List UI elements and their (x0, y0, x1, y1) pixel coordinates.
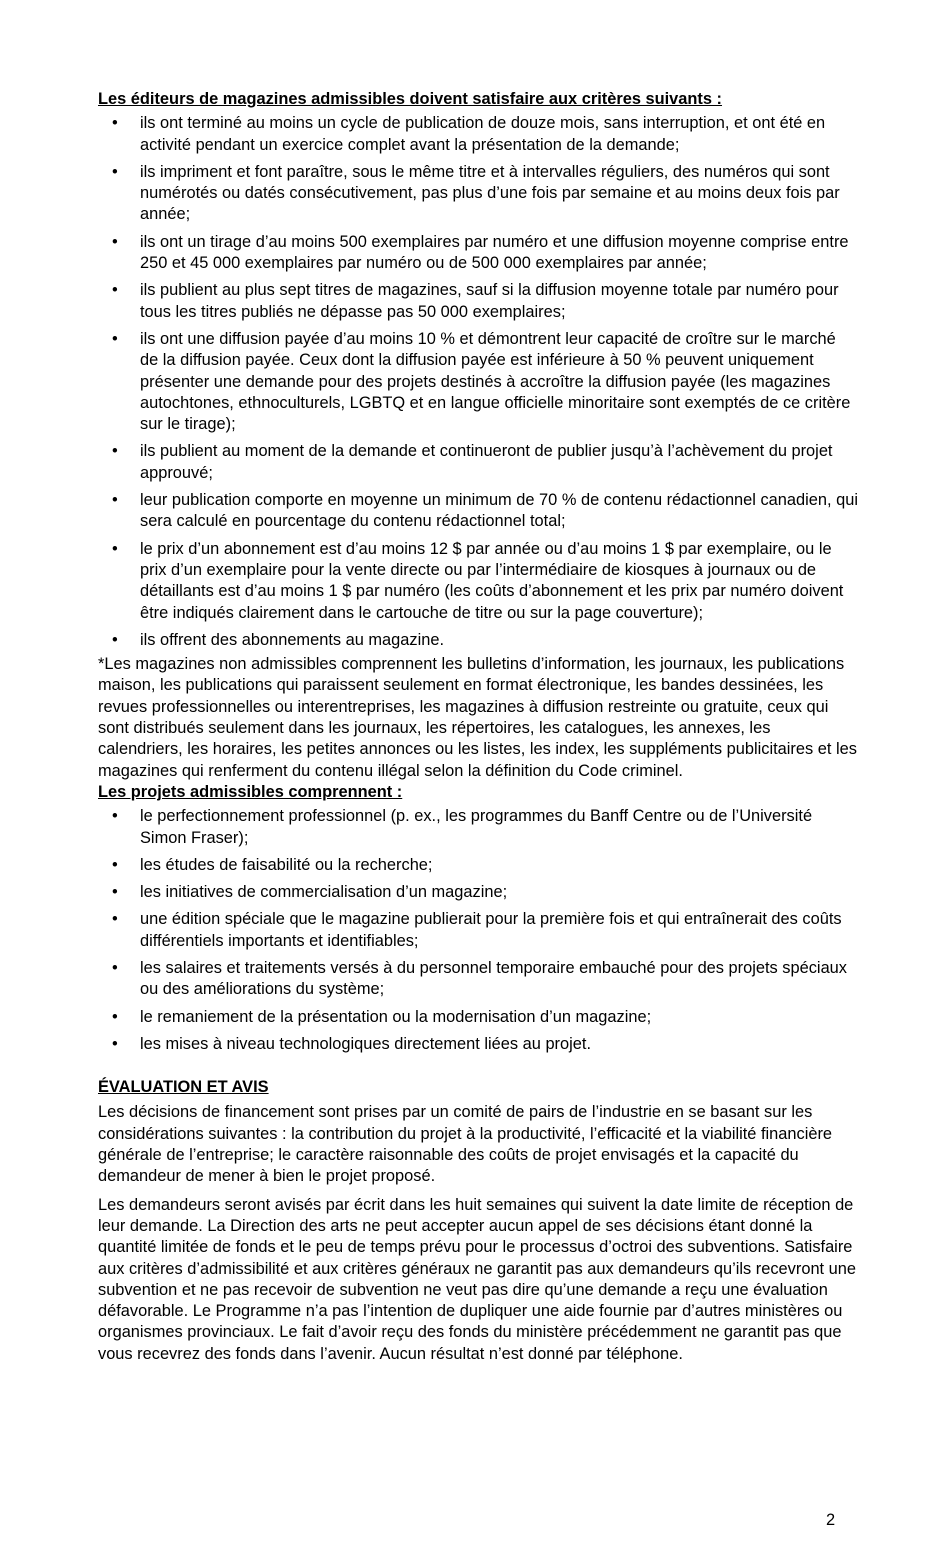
criterion-text: ils ont une diffusion payée d’au moins 10 % et démontrent leur capacité de croître sur le marché de la diffusion payée. Ceux dont la diffusion payée est inférieure à 50 % peuvent uniquement présenter une demande pour des projets destinés à accroître la diffusion payée (les magazines autochtones, ethnoculturels, LGBTQ et en langue officielle minoritaire sont exemptés de ce critère sur le tirage); (140, 329, 851, 434)
criterion-text: ils impriment et font paraître, sous le même titre et à intervalles réguliers, des numéros qui sont numérotés ou datés consécutivement, pas plus d’une fois par semaine et au moins deux fois par année; (140, 162, 840, 224)
bullet-icon: • (112, 910, 118, 929)
list-item (98, 882, 858, 903)
list-item (98, 539, 858, 624)
list-item (98, 329, 858, 435)
project-text: les mises à niveau technologiques directement liées au projet. (140, 1034, 591, 1053)
bullet-icon: • (112, 114, 118, 133)
list-item (98, 280, 858, 323)
list-item (98, 113, 858, 156)
bullet-icon: • (112, 281, 118, 300)
list-item (98, 958, 858, 1001)
list-item (98, 232, 858, 275)
bullet-icon: • (112, 491, 118, 510)
document-page (98, 89, 858, 1372)
project-text: les études de faisabilité ou la recherche; (140, 855, 433, 874)
list-item (98, 490, 858, 533)
bullet-icon: • (112, 1007, 118, 1026)
eligible-projects-list (98, 806, 858, 1055)
bullet-icon: • (112, 442, 118, 461)
project-text: les salaires et traitements versés à du personnel temporaire embauché pour des projets spéciaux ou des améliorations du système; (140, 958, 847, 999)
eligible-publishers-criteria-list (98, 113, 858, 651)
criterion-text: ils offrent des abonnements au magazine. (140, 630, 445, 649)
page-number: 2 (826, 1511, 836, 1529)
list-item (98, 1007, 858, 1028)
project-text: le perfectionnement professionnel (p. ex., les programmes du Banff Centre ou de l’Université Simon Fraser); (140, 807, 813, 847)
criterion-text: ils publient au moment de la demande et continueront de publier jusqu’à l’achèvement du projet approuvé; (140, 442, 833, 482)
criterion-text: leur publication comporte en moyenne un minimum de 70 % de contenu rédactionnel canadien, qui sera calculé en pourcentage du contenu rédactionnel total; (140, 491, 858, 531)
eligible-projects-heading: Les projets admissibles comprennent : (98, 782, 403, 801)
ineligible-magazines-note: *Les magazines non admissibles comprennent les bulletins d’information, les journaux, les publications maison, les publications qui paraissent seulement en format électronique, les bandes dessinées, les revues professionnelles ou interentreprises, les magazines à diffusion restreinte ou gratuite, ceux qui sont distribués seulement dans les journaux, les répertoires, les catalogues, les annexes, les calendriers, les horaires, les petites annonces ou les listes, les index, les suppléments publicitaires et les magazines qui renferment du contenu illégal selon la définition du Code criminel. (98, 655, 857, 780)
bullet-icon: • (112, 883, 118, 902)
bullet-icon: • (112, 1034, 118, 1053)
list-item (98, 855, 858, 876)
eligible-publishers-heading: Les éditeurs de magazines admissibles doivent satisfaire aux critères suivants : (98, 90, 723, 108)
project-text: le remaniement de la présentation ou la modernisation d’un magazine; (140, 1007, 652, 1026)
list-item (98, 630, 858, 651)
project-text: les initiatives de commercialisation d’un magazine; (140, 883, 508, 902)
bullet-icon: • (112, 855, 118, 874)
project-text: une édition spéciale que le magazine publierait pour la première fois et qui entraînerait des coûts différentiels importants et identifiables; (140, 910, 842, 950)
evaluation-section-title: ÉVALUATION ET AVIS (98, 1078, 269, 1097)
criterion-text: ils ont terminé au moins un cycle de publication de douze mois, sans interruption, et ont été en activité pendant un exercice complet avant la présentation de la demande; (140, 114, 826, 154)
evaluation-paragraph: Les décisions de financement sont prises par un comité de pairs de l’industrie en se basant sur les considérations suivantes : la contribution du projet à la productivité, l’efficacité et la viabilité financière générale de l’entreprise; le caractère raisonnable des coûts de projet envisagés et la capacité du demandeur de mener à bien le projet proposé. (98, 1103, 833, 1186)
list-item (98, 441, 858, 484)
bullet-icon: • (112, 329, 118, 348)
list-item (98, 1034, 858, 1055)
criterion-text: ils ont un tirage d’au moins 500 exemplaires par numéro et une diffusion moyenne comprise entre 250 et 45 000 exemplaires par numéro ou de 500 000 exemplaires par année; (140, 232, 849, 273)
bullet-icon: • (112, 807, 118, 826)
bullet-icon: • (112, 958, 118, 977)
bullet-icon: • (112, 630, 118, 649)
bullet-icon: • (112, 232, 118, 251)
bullet-icon: • (112, 539, 118, 558)
list-item (98, 909, 858, 952)
bullet-icon: • (112, 162, 118, 181)
list-item (98, 806, 858, 849)
criterion-text: ils publient au plus sept titres de magazines, sauf si la diffusion moyenne totale par numéro pour tous les titres publiés ne dépasse pas 50 000 exemplaires; (140, 281, 839, 321)
list-item (98, 162, 858, 226)
evaluation-paragraph: Les demandeurs seront avisés par écrit dans les huit semaines qui suivent la date limite de réception de leur demande. La Direction des arts ne peut accepter aucun appel de ses décisions étant donné la quantité limitée de fonds et le peu de temps prévu pour le processus d’octroi des subventions. Satisfaire aux critères d’admissibilité et aux critères généraux ne garantit pas aux demandeurs qu’ils recevront une subvention et ne pas recevoir de subvention ne veut pas dire qu’une demande a reçu une évaluation défavorable. Le Programme n’a pas l’intention de dupliquer une aide fournie par d’autres ministères ou organismes provinciaux. Le fait d’avoir reçu des fonds du ministère précédemment ne garantit pas que vous recevrez des fonds dans l’avenir. Aucun résultat n’est donné par téléphone. (98, 1195, 857, 1363)
criterion-text: le prix d’un abonnement est d’au moins 12 $ par année ou d’au moins 1 $ par exemplaire, ou le prix d’un exemplaire pour la vente directe ou par l’intermédiaire de kiosques à journaux ou de détaillants est d’au moins 1 $ par numéro (les coûts d’abonnement et les prix par numéro doivent être indiqués clairement dans le cartouche de titre ou sur la page couverture); (140, 539, 844, 622)
